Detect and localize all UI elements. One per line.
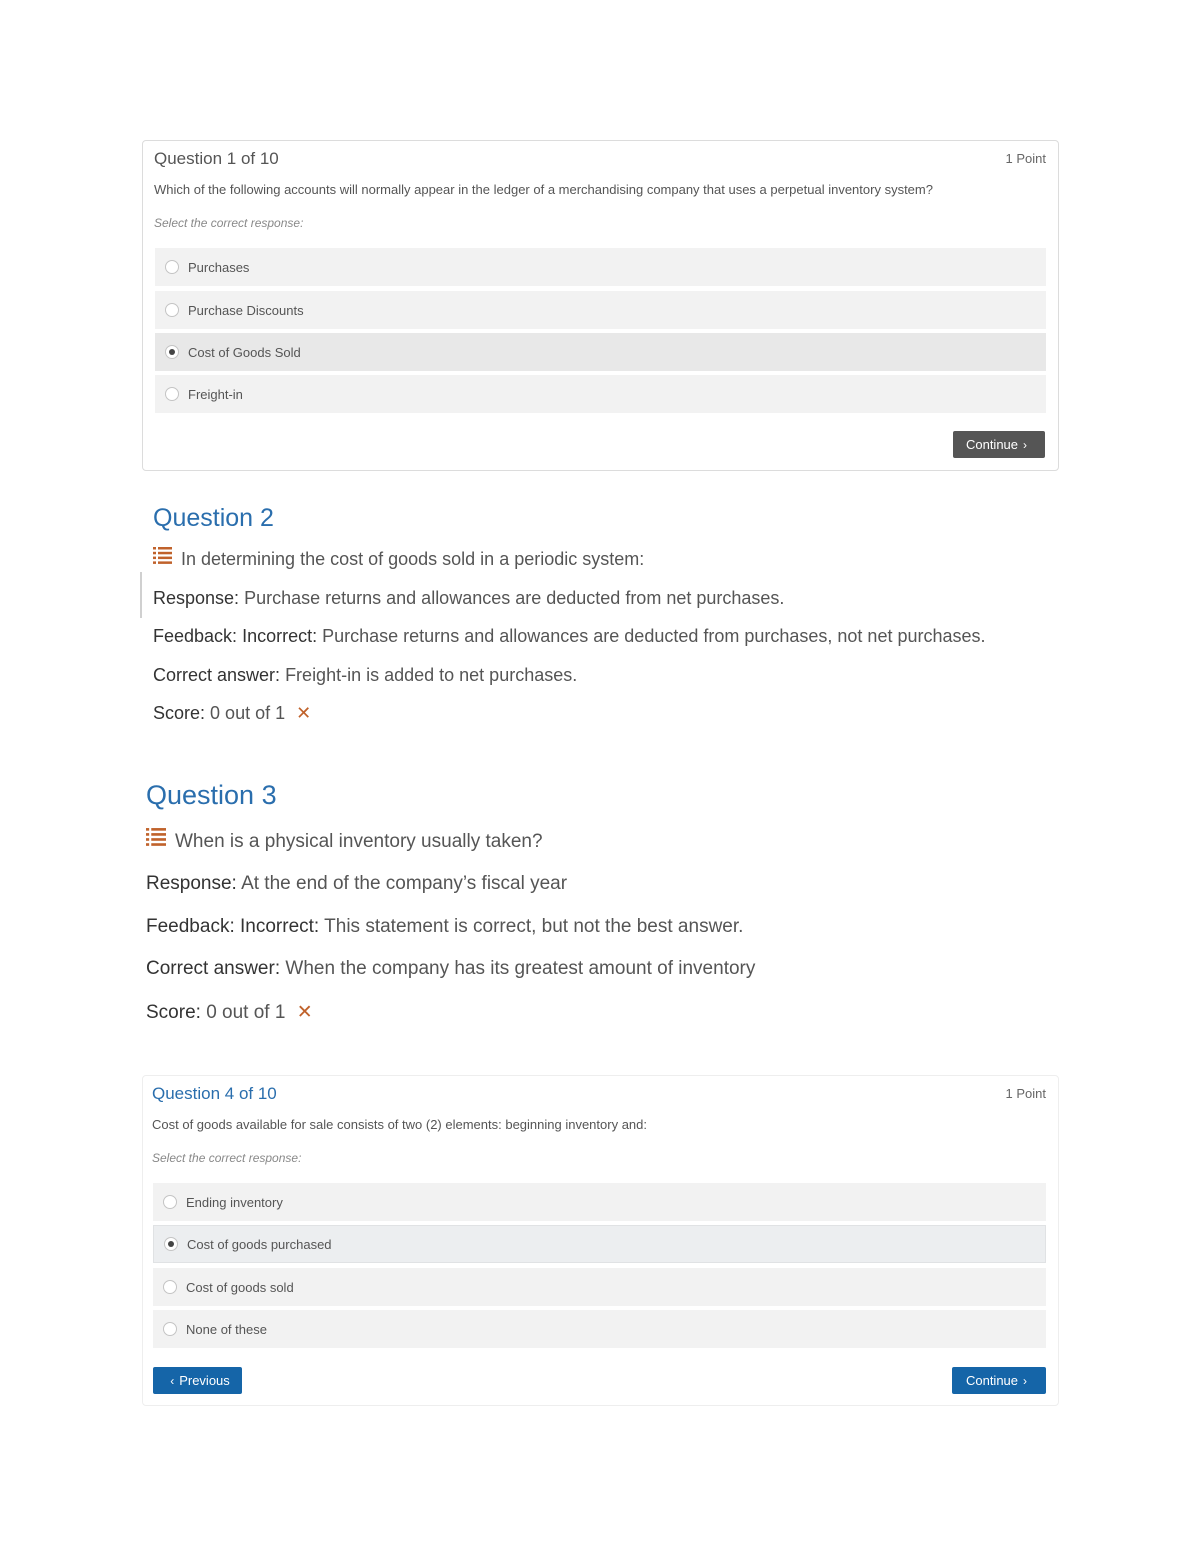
correct-answer-label: Correct answer:	[153, 665, 281, 685]
feedback-text: Purchase returns and allowances are deducted from purchases, not net purchases.	[322, 626, 986, 646]
incorrect-x-icon: ✕	[296, 703, 312, 723]
question-2-correct-answer	[153, 665, 577, 686]
question-2-title: Question 2	[153, 504, 274, 532]
score-value: 0 out of 1	[206, 1002, 286, 1023]
option-label: Freight-in	[188, 386, 243, 402]
response-text: At the end of the company’s fiscal year	[241, 873, 568, 894]
continue-button[interactable]	[953, 431, 1045, 458]
question-1-prompt: Which of the following accounts will normally appear in the ledger of a merchandising company that uses a perpetual inventory system?	[154, 182, 933, 197]
question-3-prompt	[146, 830, 543, 854]
question-4-points: 1 Point	[1005, 1086, 1046, 1101]
previous-label: Previous	[179, 1373, 230, 1388]
left-divider	[140, 572, 142, 618]
question-2-response	[153, 588, 784, 609]
option-label: Ending inventory	[186, 1194, 283, 1210]
q4-option-cost-of-goods-purchased[interactable]	[153, 1225, 1046, 1263]
response-label: Response:	[146, 873, 237, 894]
option-label: Purchases	[188, 259, 250, 275]
question-4-instruction: Select the correct response:	[152, 1151, 302, 1165]
question-3-score	[146, 1001, 313, 1024]
question-1-header: Question 1 of 10	[154, 149, 279, 168]
question-2-feedback	[153, 626, 986, 647]
feedback-label: Feedback:	[153, 626, 238, 646]
radio-button[interactable]	[165, 303, 179, 317]
question-2-score	[153, 703, 311, 724]
question-3-feedback	[146, 916, 743, 938]
q4-option-ending-inventory[interactable]	[153, 1183, 1046, 1221]
radio-button[interactable]	[165, 387, 179, 401]
correct-answer-text: Freight-in is added to net purchases.	[285, 665, 578, 685]
feedback-label: Feedback:	[146, 916, 235, 937]
continue-label: Continue	[965, 1373, 1019, 1388]
score-label: Score:	[146, 1002, 201, 1023]
q4-option-cost-of-goods-sold[interactable]	[153, 1268, 1046, 1306]
option-label: Cost of goods purchased	[187, 1236, 332, 1252]
question-4-card	[142, 1075, 1059, 1406]
question-3-response	[146, 873, 567, 895]
question-3-title: Question 3	[146, 780, 277, 810]
chevron-right-icon: ›	[1023, 437, 1028, 452]
question-2-prompt	[153, 549, 644, 571]
q1-option-freight-in[interactable]	[155, 375, 1046, 413]
feedback-text: This statement is correct, but not the best answer.	[324, 916, 744, 937]
prompt-text: When is a physical inventory usually taken?	[175, 831, 543, 853]
feedback-status: Incorrect:	[240, 916, 320, 937]
question-1-points: 1 Point	[1005, 151, 1046, 166]
radio-button[interactable]	[163, 1195, 177, 1209]
radio-button[interactable]	[163, 1280, 177, 1294]
score-label: Score:	[153, 703, 206, 723]
q1-option-purchases[interactable]	[155, 248, 1046, 286]
question-1-card	[142, 140, 1059, 471]
option-label: None of these	[186, 1321, 267, 1337]
option-label: Purchase Discounts	[188, 302, 304, 318]
feedback-status: Incorrect:	[242, 626, 318, 646]
response-label: Response:	[153, 588, 240, 608]
q1-option-purchase-discounts[interactable]	[155, 291, 1046, 329]
question-4-header: Question 4 of 10	[152, 1084, 277, 1103]
correct-answer-label: Correct answer:	[146, 958, 281, 979]
question-3-correct-answer	[146, 958, 755, 980]
question-4-prompt: Cost of goods available for sale consists of two (2) elements: beginning inventory and:	[152, 1117, 647, 1132]
list-icon	[146, 828, 166, 852]
continue-label: Continue	[965, 437, 1019, 452]
score-value: 0 out of 1	[210, 703, 286, 723]
response-text: Purchase returns and allowances are deducted from net purchases.	[244, 588, 785, 608]
question-1-instruction: Select the correct response:	[154, 216, 304, 230]
incorrect-x-icon: ✕	[296, 1002, 313, 1023]
radio-button[interactable]	[163, 1322, 177, 1336]
q1-option-cost-of-goods-sold[interactable]	[155, 333, 1046, 371]
option-label: Cost of goods sold	[186, 1279, 294, 1295]
q4-option-none-of-these[interactable]	[153, 1310, 1046, 1348]
previous-button[interactable]	[153, 1367, 242, 1394]
radio-button[interactable]	[165, 260, 179, 274]
radio-button-selected[interactable]	[164, 1237, 178, 1251]
option-label: Cost of Goods Sold	[188, 344, 301, 360]
chevron-right-icon: ›	[1023, 1373, 1028, 1388]
chevron-left-icon: ‹	[170, 1373, 175, 1388]
continue-button[interactable]	[952, 1367, 1046, 1394]
correct-answer-text: When the company has its greatest amount of inventory	[285, 958, 756, 979]
prompt-text: In determining the cost of goods sold in a periodic system:	[181, 549, 645, 569]
list-icon	[153, 547, 172, 569]
radio-button-selected[interactable]	[165, 345, 179, 359]
